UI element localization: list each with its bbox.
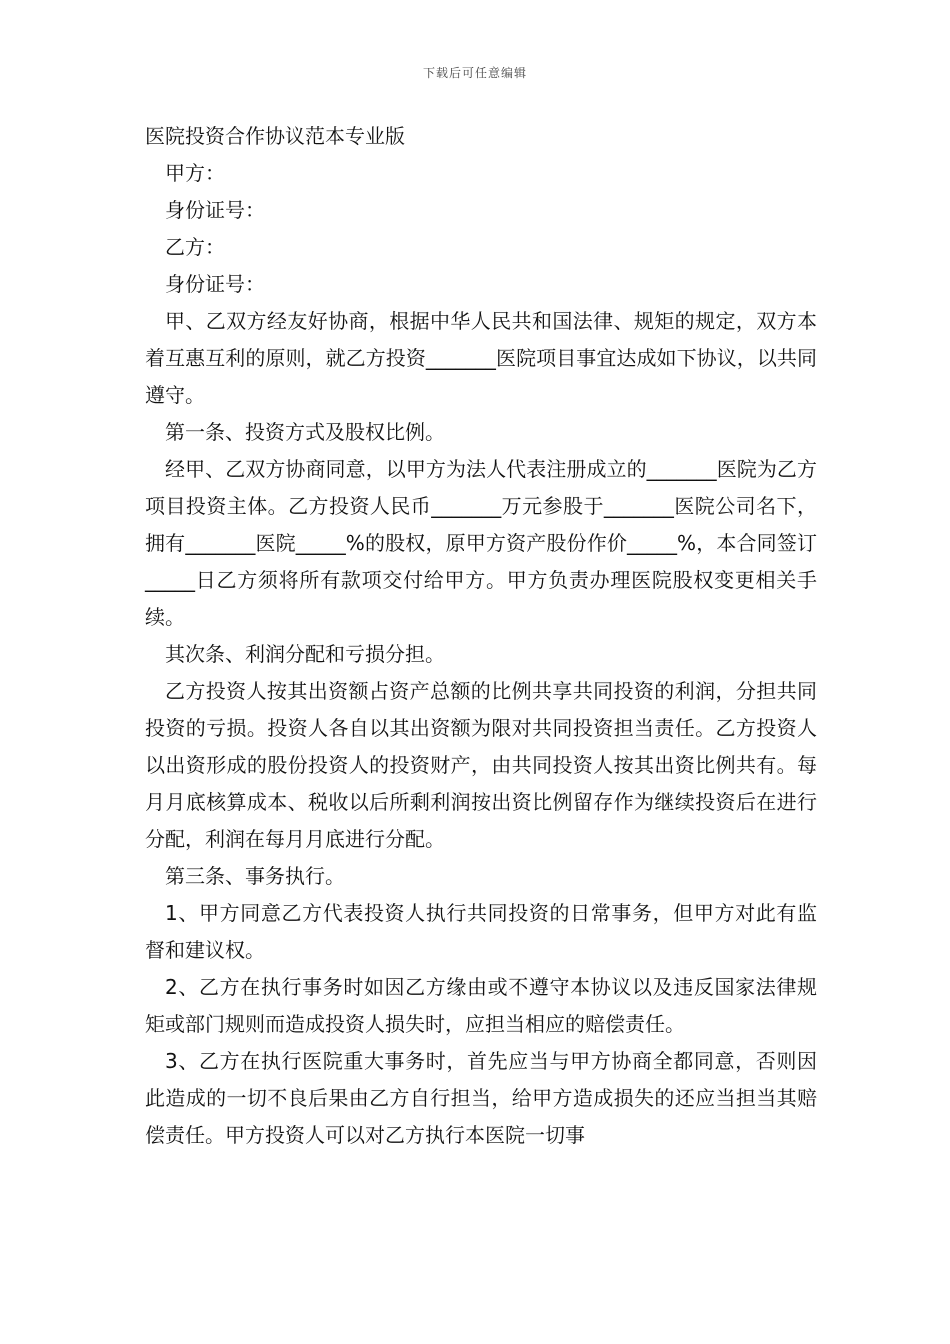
page-header-note: 下载后可任意编辑: [422, 66, 527, 80]
party-b-label: 乙方：: [165, 235, 225, 259]
article-1-body: 经甲、乙双方协商同意，以甲方为法人代表注册成立的_______医院为乙方项目投资主体。乙方投资人民币_______万元参股于_______医院公司名下，拥有_______医院_____%的股权，原甲方资产股份作价_____%，本合同签订_____日乙方须将所有款项交付给甲方。甲方负责办理医院股权变更相关手续。: [145, 457, 817, 629]
intro-paragraph: 甲、乙双方经友好协商，根据中华人民共和国法律、规矩的规定，双方本着互惠互利的原则，就乙方投资_______医院项目事宜达成如下协议，以共同遵守。: [145, 309, 817, 407]
party-a-label: 甲方：: [165, 161, 225, 185]
article-2-body: 乙方投资人按其出资额占资产总额的比例共享共同投资的利润，分担共同投资的亏损。投资人各自以其出资额为限对共同投资担当责任。乙方投资人以出资形成的股份投资人的投资财产，由共同投资人按其出资比例共有。每月月底核算成本、税收以后所剩利润按出资比例留存作为继续投资后在进行分配，利润在每月月底进行分配。: [145, 679, 817, 851]
document-body: [145, 118, 817, 1154]
document-title: 医院投资合作协议范本专业版: [145, 124, 405, 148]
article-3-item-1: 1、甲方同意乙方代表投资人执行共同投资的日常事务，但甲方对此有监督和建议权。: [145, 901, 817, 962]
party-b-id-label: 身份证号：: [165, 272, 265, 296]
article-2-title: 其次条、利润分配和亏损分担。: [165, 642, 445, 666]
article-3-item-2: 2、乙方在执行事务时如因乙方缘由或不遵守本协议以及违反国家法律规矩或部门规则而造成投资人损失时，应担当相应的赔偿责任。: [145, 975, 817, 1036]
article-3-title: 第三条、事务执行。: [165, 864, 345, 888]
article-3-item-3: 3、乙方在执行医院重大事务时，首先应当与甲方协商全都同意，否则因此造成的一切不良后果由乙方自行担当，给甲方造成损失的还应当担当其赔偿责任。甲方投资人可以对乙方执行本医院一切事: [145, 1049, 817, 1147]
article-1-title: 第一条、投资方式及股权比例。: [165, 420, 445, 444]
party-a-id-label: 身份证号：: [165, 198, 265, 222]
